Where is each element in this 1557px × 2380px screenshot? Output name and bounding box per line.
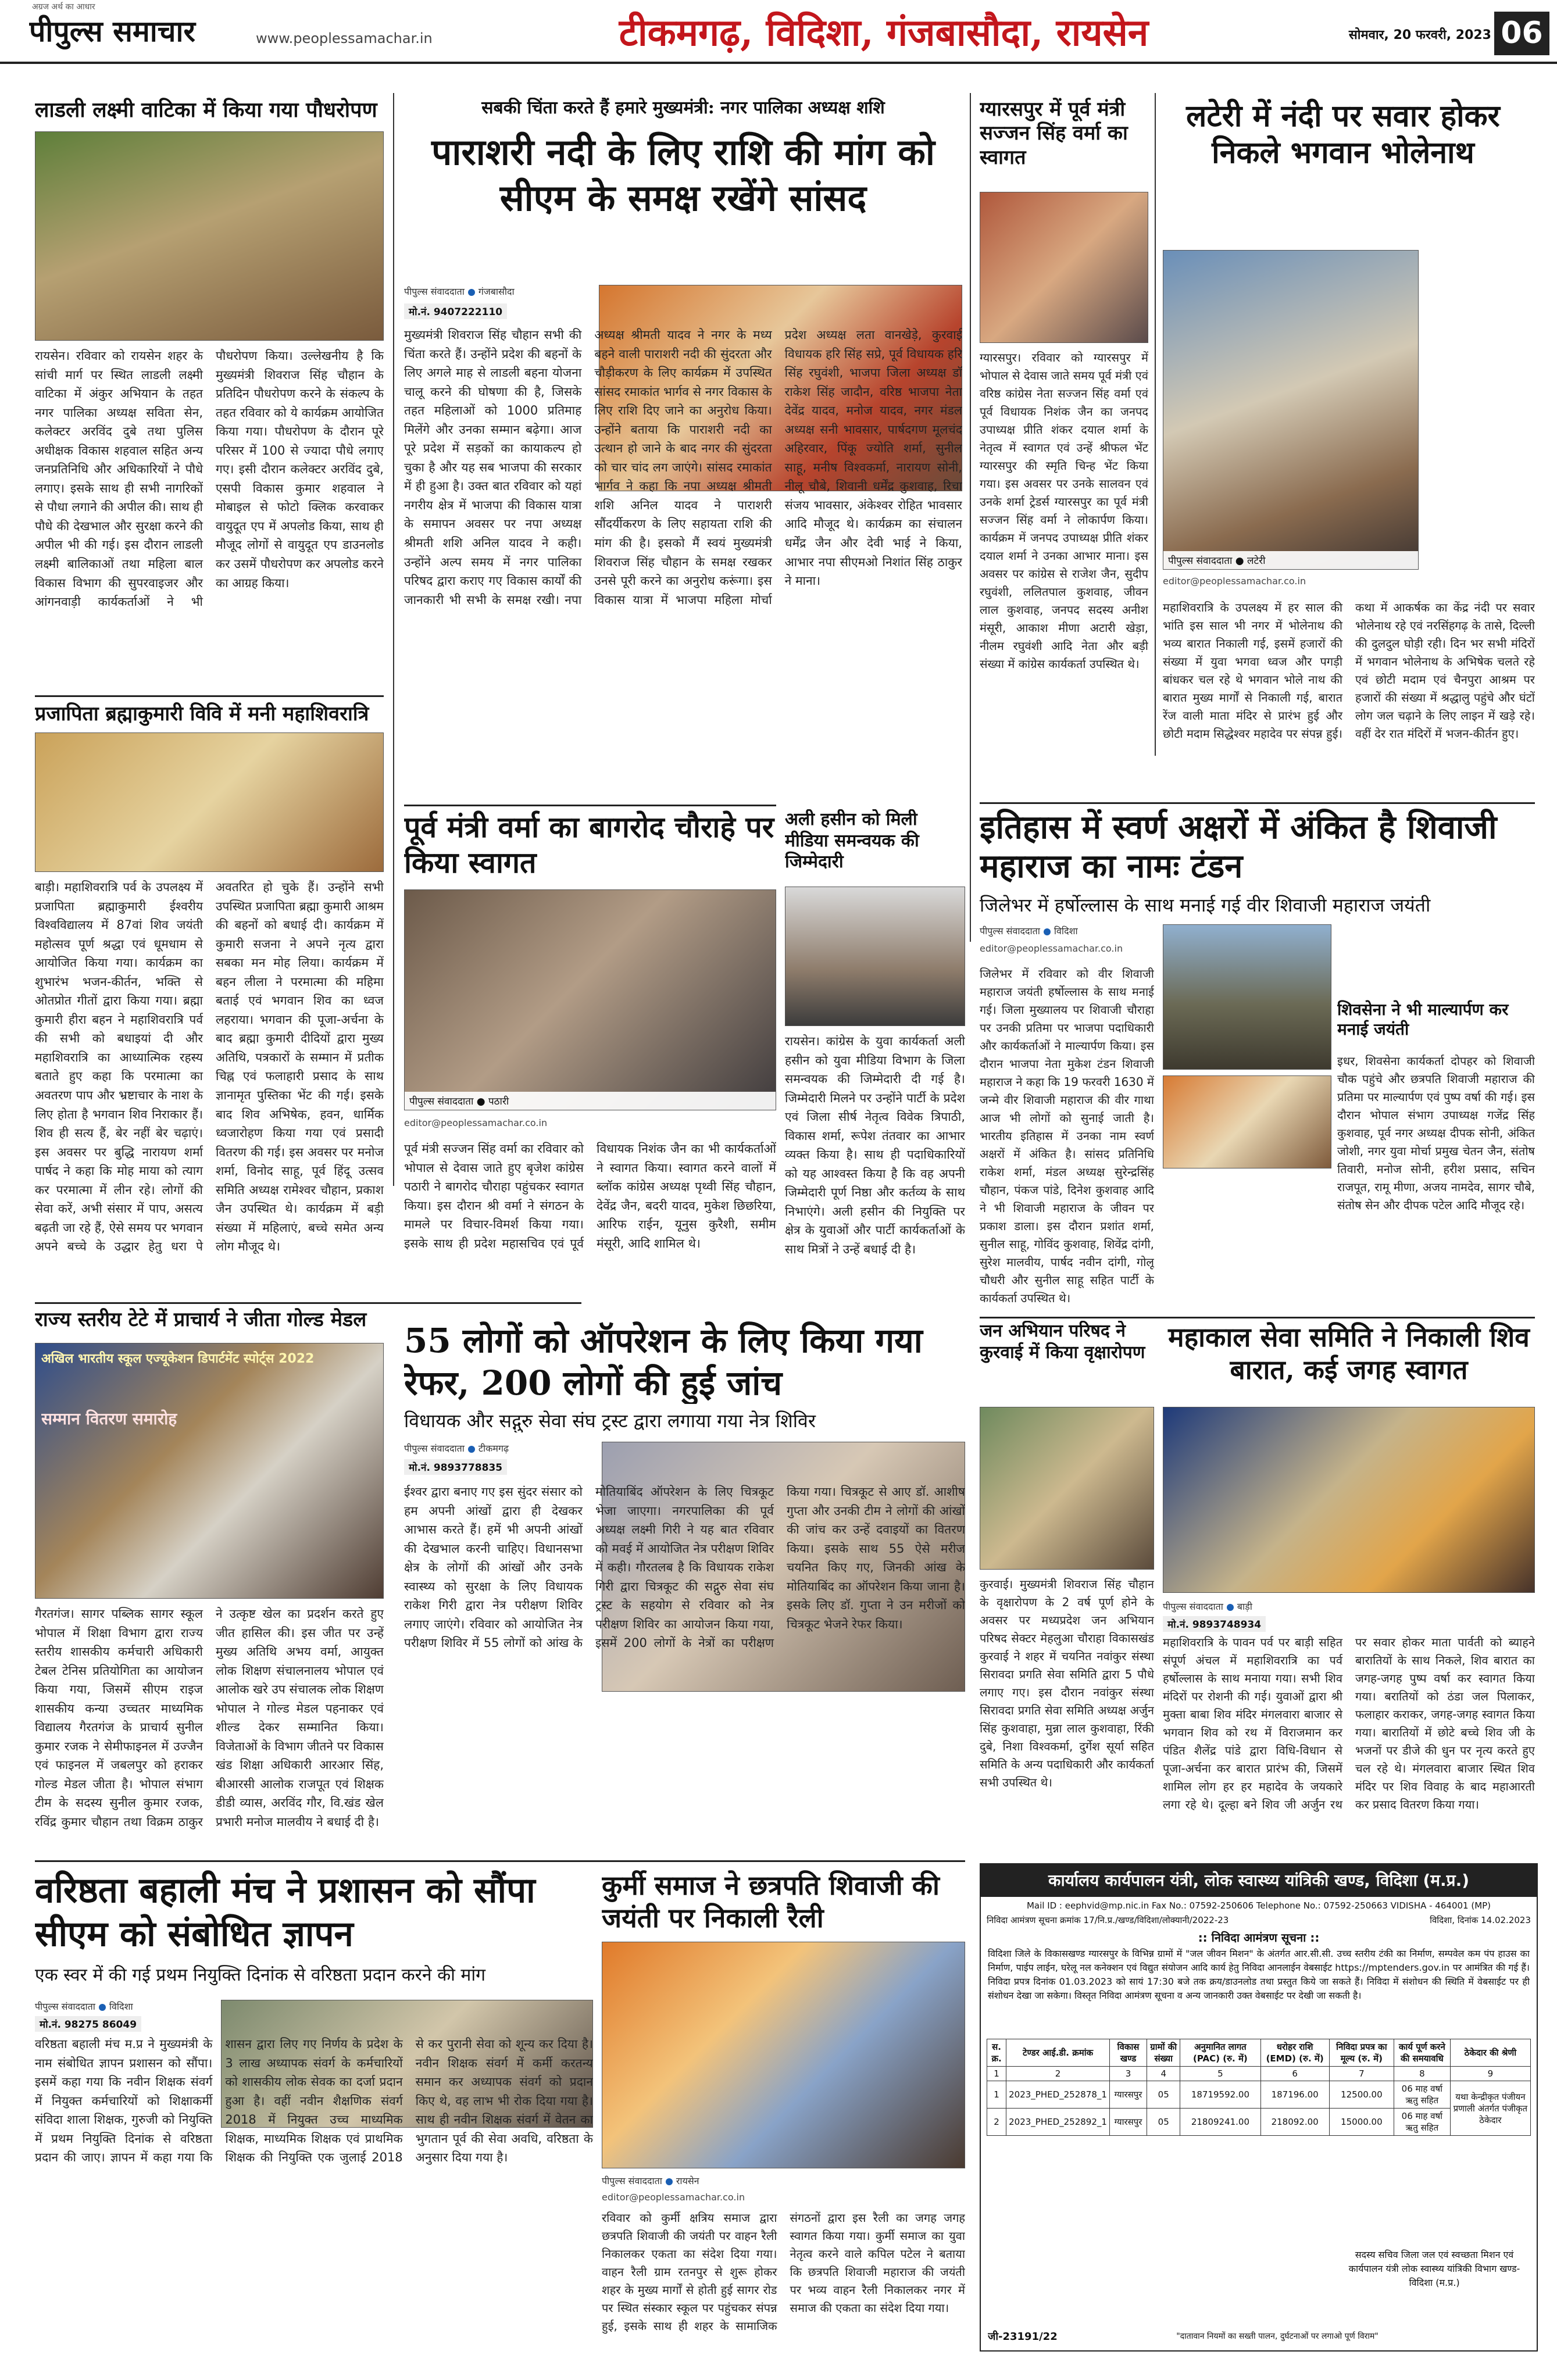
- article-body: महाशिवरात्रि के पावन पर्व पर बाड़ी सहित संपूर्ण अंचल में महाशिवरात्रि का पर्व हर्षोल्लास के साथ मनाया गया। सभी शिव मंदिरों पर रोशनी की गई। युवाओं द्वारा श्री मुक्ता बाबा शिव मंदिर मंगलवारा बाजार से भगवान शिव को रथ में विराजमान कर पंडित शैलेंद्र पांडे द्वारा विधि-विधान से पूजा-अर्चना कर बारात प्रारंभ की, जिसमें शामिल लोग हर हर महादेव के जयकारे लगा रहे थे। दूल्हा बने शिव जी अर्जुन रथ पर सवार होकर माता पार्वती को ब्याहने बारातियों के साथ निकले, शिव बारात का जगह-जगह पुष्प वर्षा कर स्वागत किया गया। बरातियों को ठंडा जल पिलाकर, फलाहार कराकर, जगह-जगह स्वागत किया गया। बारातियों में छोटे बच्चे शिव जी के भजनों पर डीजे की धुन पर नृत्य करते हुए चल रहे थे। मंगलवारा बाजार स्थित शिव मंदिर पर शिव विवाह के बाद महाआरती कर प्रसाद वितरण किया गया।: [1163, 1635, 1535, 1811]
- article-body: मुख्यमंत्री शिवराज सिंह चौहान सभी की चिंता करते हैं। उन्होंने प्रदेश की बहनों के लिए अगले माह से लाडली बहना योजना चालू करने की घोषणा की है, जिसके तहत महिलाओं को 1000 प्रतिमाह मिलेंगे और उनका सम्मान बढ़ेगा। आज पूरे प्रदेश में सड़कों का कायाकल्प हो चुका है और यह सब भाजपा की सरकार में ही हुआ है। उक्त बात रविवार को यहां नगरीय क्षेत्र में भाजपा की विकास यात्रा के समापन अवसर पर नपा अध्यक्ष श्रीमती शशि अनिल यादव ने कही। उन्होंने अल्प समय में नगर पालिका परिषद द्वारा कराए गए विकास कार्यों की जानकारी भी सभी के समक्ष रखी। नपा अध्यक्ष श्रीमती यादव ने नगर के मध्य बहने वाली पाराशरी नदी की सुंदरता और चौड़ीकरण के लिए कार्यक्रम में उपस्थित सांसद रमाकांत भार्गव से नगर विकास के लिए राशि दिए जाने का अनुरोध किया। उन्होंने बताया कि पाराशरी नदी का उत्थान हो जाने के बाद नगर की सुंदरता को चार चांद लग जाएंगे। सांसद रमाकांत भार्गव ने कहा कि नपा अध्यक्ष श्रीमती शशि अनिल यादव ने पाराशरी सौंदर्यीकरण के लिए सहायता राशि की मांग की है। इसको मैं स्वयं मुख्यमंत्री शिवराज सिंह चौहान के समक्ष रखकर उनसे पूरी करने का अनुरोध करूंगा। इस विकास यात्रा में भाजपा महिला मोर्चा प्रदेश अध्यक्ष लता वानखेड़े, कुरवाई विधायक हरि सिंह सप्रे, पूर्व विधायक हरि सिंह रघुवंशी, भाजपा जिला अध्यक्ष डॉ राकेश सिंह जादौन, वरिष्ठ भाजपा नेता देवेंद्र यादव, मनोज यादव, नगर मंडल अध्यक्ष सनी भावसार, पार्षदगण मूलचंद अहिरवार, पिंकू ज्योति शर्मा, सुनील साहू, मनीष विश्वकर्मा, नारायण सोनी, नीलू चौबे, शिवानी धर्मेंद्र कुशवाह, रिचा संजय भावसार, अंकेश्वर रोहित भावसार आदि मौजूद थे। कार्यक्रम का संचालन धर्मेंद्र जैन और देवी भाई ने किया, आभार नपा सीएमओ निशांत सिंह ठाकुर ने माना।: [404, 328, 962, 607]
- article-body: गैरतगंज। सागर पब्लिक सागर स्कूल भोपाल में शिक्षा विभाग द्वारा राज्य स्तरीय शासकीय कर्मचारी अधिकारी टेबल टेनिस प्रतियोगिता का आयोजन किया गया, जिसमें सीएम राइज शासकीय कन्या उच्चतर माध्यमिक विद्यालय गैरतगंज के प्राचार्य सुनील कुमार रजक ने सेमीफाइनल में उज्जैन एवं फाइनल में जबलपुर को हराकर गोल्ड मेडल जीता है। भोपाल संभाग टीम के सदस्य सुनील कुमार रजक, रविंद्र कुमार चौहान तथा विक्रम ठाकुर ने उत्कृष्ट खेल का प्रदर्शन करते हुए जीत हासिल की। इस जीत पर उन्हें मुख्य अतिथि अभय वर्मा, आयुक्त लोक शिक्षण संचालनालय भोपाल एवं आलोक खरे उप संचालक लोक शिक्षण भोपाल ने गोल्ड मेडल पहनाकर एवं शील्ड देकर सम्मानित किया। विजेताओं के विभाग जीतने पर विकास खंड शिक्षा अधिकारी आरआर सिंह, बीआरसी आलोक राजपूत एवं शिक्षक डीडी व्यास, अरविंद गौर, वि.खंड खेल प्रभारी मनोज मालवीय ने बधाई दी है।: [35, 1607, 384, 1829]
- issue-date: सोमवार, 20 फरवरी, 2023: [1348, 28, 1491, 42]
- byline: पीपुल्स संवाददाता बाड़ी मो.नं. 9893748934: [1163, 1600, 1337, 1632]
- news-photo: [980, 1407, 1154, 1570]
- tender-notice-title: :: निविदा आमंत्रण सूचना ::: [1198, 1931, 1320, 1945]
- section-rule: [35, 695, 384, 697]
- page-number: 06: [1494, 12, 1549, 55]
- column-header: निविदा प्रपत्र का मूल्य (रु. में): [1329, 2039, 1394, 2067]
- table-cell: 21809241.00: [1180, 2109, 1260, 2136]
- news-photo: [1163, 1075, 1331, 1168]
- byline: पीपुल्स संवाददाता विदिशा मो.नं. 98275 86049: [35, 2000, 209, 2032]
- subheadline: शिवसेना ने भी माल्यार्पण कर मनाई जयंती: [1337, 1000, 1509, 1039]
- headline: महाकाल सेवा समिति ने निकाली शिव बारात, कई जगह स्वागत: [1168, 1321, 1530, 1386]
- headline: ग्यारसपुर में पूर्व मंत्री सज्जन सिंह वर्मा का स्वागत: [980, 98, 1128, 169]
- column-number: 2: [1006, 2067, 1110, 2081]
- column-number: 5: [1180, 2067, 1260, 2081]
- section-rule: [980, 1317, 1535, 1318]
- headline: वरिष्ठता बहाली मंच ने प्रशासन को सौंपा सीएम को संबोधित ज्ञापन: [35, 1870, 535, 1954]
- photo-caption: पीपुल्स संवाददाता ● पठारी: [405, 1092, 776, 1110]
- headline: जन अभियान परिषद ने कुरवाई में किया वृक्षारोपण: [980, 1321, 1145, 1363]
- tender-code: जी-23191/22: [988, 2331, 1058, 2343]
- tender-header: कार्यालय कार्यपालन यंत्री, लोक स्वास्थ्य यांत्रिकी खण्ड, विदिशा (म.प्र.): [981, 1864, 1537, 1897]
- column-header: कार्य पूर्ण करने की समयावधि: [1394, 2039, 1450, 2067]
- mobile-number: मो.नं. 9893778835: [404, 1459, 507, 1475]
- headline: कुर्मी समाज ने छत्रपति शिवाजी की जयंती पर निकाली रैली: [602, 1870, 940, 1934]
- table-cell: 05: [1147, 2081, 1180, 2109]
- tender-signature: सदस्य सचिव जिला जल एवं स्वच्छता मिशन एवं कार्यपालन यंत्री लोक स्वास्थ्य यांत्रिकी विभाग खण्ड-विदिशा (म.प्र.): [1348, 2249, 1520, 2288]
- column-header: टेण्डर आई.डी. क्रमांक: [1006, 2039, 1110, 2067]
- article-body: ग्यारसपुर। रविवार को ग्यारसपुर में भोपाल से देवास जाते समय पूर्व मंत्री एवं वरिष्ठ कांग्रेस नेता सज्जन सिंह वर्मा एवं पूर्व विधायक निशंक जैन का जनपद उपाध्यक्ष प्रीति शंकर दयाल शर्मा के नेतृत्व में स्वागत एवं उन्हें श्रीफल भेंट ग्यारसपुर की स्मृति चिन्ह भेंट किया गया। इस अवसर पर उनके सालवन एवं उनके शर्मा ट्रेडर्स ग्यारसपुर का पूर्व मंत्री सज्जन सिंह वर्मा ने लोकार्पण किया। कार्यक्रम में जनपद उपाध्यक्ष प्रीति शंकर दयाल शर्मा ने उनका आभार माना। इस अवसर पर कांग्रेस से राजेश जैन, सुदीप रघुवंशी, ललितपाल कुशवाह, जीवन लाल कुशवाह, जनपद सदस्य अनीश मंसूरी, आकाश मीणा अटारी खेड़ा, नीलम रघुवंशी आदि नेता और बड़ी संख्या में कांग्रेस कार्यकर्ता उपस्थित थे।: [980, 351, 1148, 671]
- column-number: 1: [987, 2067, 1006, 2081]
- article-body: रायसेन। रविवार को रायसेन शहर के सांची मार्ग पर स्थित लाडली लक्ष्मी वाटिका में अंकुर अभियान के तहत नगर पालिका अध्यक्ष सविता सेन, कलेक्टर अरविंद दुबे तथा पुलिस अधीक्षक विकास शहवाल सहित अन्य जनप्रतिनिधि और अधिकारियों ने पौधे लगाए। इसके साथ ही सभी नागरिकों से पौधा लगाने की अपील की। साथ ही पौधे की देखभाल और सुरक्षा करने की अपील भी की गई। इस दौरान लाडली लक्ष्मी बालिकाओं तथा महिला बाल विकास विभाग की सुपरवाइजर और आंगनवाड़ी कार्यकर्ताओं ने भी पौधरोपण किया। उल्लेखनीय है कि मुख्यमंत्री शिवराज सिंह चौहान के प्रतिदिन पौधरोपण करने के संकल्प के तहत रविवार को ये कार्यक्रम आयोजित किया गया। पौधरोपण के दौरान पूरे परिसर में 100 से ज्यादा पौधे लगाए गए। इसी दौरान कलेक्टर अरविंद दुबे, एसपी विकास कुमार शहवाल ने मोबाइल से फोटो क्लिक करवाकर वायुदूत एप में अपलोड किया, साथ ही मौजूद लोगों से वायुदूत एप डाउनलोड कर उसमें पौधरोपण कर अपलोड करने का आग्रह किया।: [35, 349, 384, 609]
- table-header-row: [987, 2039, 1531, 2067]
- section-rule: [980, 802, 1535, 804]
- photo-caption: पीपुल्स संवाददाता ● लटेरी: [1163, 551, 1418, 569]
- mobile-number: मो.नं. 98275 86049: [35, 2016, 141, 2032]
- table-cell: 05: [1147, 2109, 1180, 2136]
- rally-photo: [602, 1942, 965, 2168]
- news-photo: [1163, 250, 1419, 570]
- divider: [970, 93, 971, 942]
- column-number: 6: [1260, 2067, 1329, 2081]
- tender-table: [987, 2039, 1531, 2136]
- banner-text: अखिल भारतीय स्कूल एज्यूकेशन डिपार्टमेंट स्पोर्ट्स 2022: [41, 1352, 315, 1366]
- column-header: ग्रामों की संख्या: [1147, 2039, 1180, 2067]
- column-header: अनुमानित लागत (PAC) (रु. में): [1180, 2039, 1260, 2067]
- mobile-number: मो.नं. 9893748934: [1163, 1616, 1266, 1632]
- headline: इतिहास में स्वर्ण अक्षरों में अंकित है शिवाजी महाराज का नामः टंडन: [980, 808, 1497, 886]
- table-cell: 187196.00: [1260, 2081, 1329, 2109]
- news-photo: [980, 192, 1148, 343]
- email-line[interactable]: editor@peoplessamachar.co.in: [404, 1117, 548, 1128]
- logo-tagline: अग्रज अर्थ का आधार: [32, 2, 95, 12]
- byline: पीपुल्स संवाददाता रायसेन: [602, 2175, 699, 2186]
- section-title: टीकमगढ़, विदिशा, गंजबासौदा, रायसेन: [619, 11, 1149, 55]
- column-number: 3: [1109, 2067, 1147, 2081]
- column-number: 7: [1329, 2067, 1394, 2081]
- table-cell: 15000.00: [1329, 2109, 1394, 2136]
- headline: राज्य स्तरीय टेटे में प्राचार्य ने जीता गोल्ड मेडल: [35, 1308, 367, 1331]
- table-cell: 18719592.00: [1180, 2081, 1260, 2109]
- column-header: विकास खण्ड: [1109, 2039, 1147, 2067]
- divider: [393, 93, 394, 1186]
- newspaper-logo[interactable]: पीपुल्स समाचार: [29, 14, 195, 48]
- table-cell: यथा केन्द्रीकृत पंजीयन प्रणाली अंतर्गत पंजीकृत ठेकेदार: [1450, 2081, 1530, 2136]
- column-header: धरोहर राशि (EMD) (रु. में): [1260, 2039, 1329, 2067]
- column-number: 9: [1450, 2067, 1530, 2081]
- column-header: ठेकेदार की श्रेणी: [1450, 2039, 1530, 2067]
- article-body: इधर, शिवसेना कार्यकर्ता दोपहर को शिवाजी चौक पहुंचे और छत्रपति शिवाजी महाराज की प्रतिमा पर माल्यार्पण एवं पुष्प वर्षा की गई। इस दौरान भोपाल संभाग उपाध्यक्ष गजेंद्र सिंह कुशवाह, पूर्व नगर अध्यक्ष दीपक सोनी, अंकित जोशी, नगर युवा मोर्चा प्रमुख चेतन जैन, संतोष तिवारी, मनोज सोनी, हरीश प्रसाद, सचिन राजपूत, रामू मीणा, अजय नामदेव, सागर चौबे, संतोष सेन और दीपक पटेल आदि मौजूद रहे।: [1337, 1054, 1535, 1212]
- tender-slogan: "दातावान नियमों का सख्ती पालन, दुर्घटनाओं पर लगाओ पूर्ण विराम": [1176, 2332, 1379, 2341]
- table-row: [987, 2109, 1531, 2136]
- tender-ref: निविदा आमंत्रण सूचना क्रमांक 17/नि.प्र./खण्ड/विदिशा/लोक्यानी/2022-23: [987, 1915, 1229, 1925]
- table-cell: 218092.00: [1260, 2109, 1329, 2136]
- byline: पीपुल्स संवाददाता गंजबासौदा मो.नं. 9407222110: [404, 286, 515, 318]
- masthead: [0, 0, 1557, 64]
- headline: पाराशरी नदी के लिए राशि की मांग को सीएम के समक्ष रखेंगे सांसद: [431, 131, 935, 220]
- article-body: कुरवाई। मुख्यमंत्री शिवराज सिंह चौहान के वृक्षारोपण के 2 वर्ष पूर्ण होने के अवसर पर मध्यप्रदेश जन अभियान परिषद सेक्टर मेहलुआ चौराहा विकासखंड कुरवाई ने शहर में चयनित नवांकुर संस्था सिरावदा प्रगति सेवा समिति द्वारा 5 पौधे लगाए गए। इस दौरान नवांकुर संस्था सिरावदा प्रगति सेवा समिति अध्यक्ष अर्जुन सिंह कुशवाहा, मुन्ना लाल कुशवाहा, रिंकी दुबे, निशा विश्वकर्मा, दुर्गेश सूर्या सहित समिति के अन्य पदाधिकारी और कार्यकर्ता सभी उपस्थित थे।: [980, 1577, 1154, 1789]
- table-cell: 2023_PHED_252892_1: [1006, 2109, 1110, 2136]
- table-cell: 1: [987, 2081, 1006, 2109]
- table-cell: 06 माह वर्षा ऋतु सहित: [1394, 2081, 1450, 2109]
- section-rule: [404, 805, 776, 806]
- table-cell: ग्यारसपुर: [1109, 2109, 1147, 2136]
- table-number-row: [987, 2067, 1531, 2081]
- mobile-number: मो.नं. 9407222110: [404, 303, 507, 319]
- tender-notice-body: विदिशा जिले के विकासखण्ड ग्यारसपुर के विभिन्न ग्रामों में "जल जीवन मिशन" के अंतर्गत आर.सी.सी. उच्च स्तरीय टंकी का निर्माण, सम्पवेल कम पंप हाउस का निर्माण, पाईप लाईन, घरेलू नल कनेक्शन एवं विद्युत संयोजन आदि कार्य हेतु निविदा आनलाईन वेबसाईट https://mptenders.gov.in पर आमंत्रित की गई हैं। निविदा प्रपत्र दिनांक 01.03.2023 को सायं 17:30 बजे तक क्रय/डाउनलोड तथा प्रस्तुत किये जा सकते हैं। निविदा में संशोधन की स्थिति में वेबसाईट पर ही संशोधन देखा जा सकेगा। विस्तृत निविदा आमंत्रण सूचना व अन्य जानकारी उक्त वेबसाईट पर देखी जा सकती है।: [988, 1948, 1530, 2001]
- article-body: ईश्वर द्वारा बनाए गए इस सुंदर संसार को हम अपनी आंखों द्वारा ही देखकर आभास करते हैं। हमें भी अपनी आंखों की देखभाल करनी चाहिए। विधानसभा क्षेत्र के लोगों की आंखों और उनके स्वास्थ्य को सुरक्षा के लिए विधायक राकेश गिरी द्वारा नेत्र परीक्षण शिविर लगाए जाएंगे। रविवार को आयोजित नेत्र परीक्षण शिविर में 55 लोगों को आंख के मोतियाबिंद ऑपरेशन के लिए चित्रकूट भेजा जाएगा। नगरपालिका की पूर्व अध्यक्ष लक्ष्मी गिरी ने यह बात रविवार को मवई में आयोजित नेत्र परीक्षण शिविर में कही। गौरतलब है कि विधायक राकेश गिरी द्वारा चित्रकूट की सद्गुरु सेवा संघ ट्रस्ट के सहयोग से रविवार को नेत्र परीक्षण शिविर का आयोजन किया गया, इसमें 200 लोगों के नेत्रों का परीक्षण किया गया। चित्रकूट से आए डॉ. आशीष गुप्ता और उनकी टीम ने लोगों की आंखों की जांच कर उन्हें दवाइयों का वितरण किया। इसके साथ 55 ऐसे मरीज चयनित किए गए, जिनकी आंख के मोतियाबिंद का ऑपरेशन किया जाना है। इसके लिए डॉ. गुप्ता ने उन मरीजों को चित्रकूट भेजने रेफर किया।: [404, 1485, 965, 1650]
- statue-photo: [1163, 924, 1331, 1070]
- article-body: जिलेभर में रविवार को वीर शिवाजी महाराज जयंती हर्षोल्लास के साथ मनाई गई। जिला मुख्यालय पर शिवाजी चौराहा पर उनकी प्रतिमा पर भाजपा पदाधिकारी और कार्यकर्ताओं ने माल्यार्पण किया। इस दौरान भाजपा नेता मुकेश टंडन शिवाजी महाराज ने कहा कि 19 फरवरी 1630 में जन्मे वीर शिवाजी महाराज की वीर गाथा आज भी लोगों को सुनाई जाती है। भारतीय इतिहास में उनका नाम स्वर्ण अक्षरों में अंकित है। सांसद प्रतिनिधि राकेश शर्मा, मंडल अध्यक्ष सुरेन्द्रसिंह चौहान, पंकज पांडे, दिनेश कुशवाह आदि ने भी शिवाजी महाराज के जीवन पर प्रकाश डाला। इस दौरान प्रशांत शर्मा, सुनील साहू, गोविंद कुशवाह, शिवेंद्र दांगी, सुरेश मालवीय, पार्षद नवीन दांगी, गोलू चौधरी और सुनील साहू सहित पार्टी के कार्यकर्ता उपस्थित थे।: [980, 967, 1154, 1305]
- headline: लाडली लक्ष्मी वाटिका में किया गया पौधरोपण: [35, 98, 377, 122]
- tender-notice: [980, 1863, 1538, 2352]
- table-row: [987, 2081, 1531, 2109]
- article-body: रायसेन। कांग्रेस के युवा कार्यकर्ता अली हसीन को युवा मीडिया विभाग के जिला समन्वयक की जिम्मेदारी दी गई है। जिम्मेदारी मिलने पर उन्होंने पार्टी के प्रदेश एवं जिला सीर्ष नेतृत्व विवेक त्रिपाठी, विकास शर्मा, रूपेश तंतवार का आभार व्यक्त किया है। साथ ही पदाधिकारियों को यह आश्वस्त किया है कि वह अपनी जिम्मेदारी पूर्ण निष्ठा और कर्तव्य के साथ निभाएंगे। अली हसीन की नियुक्ति पर क्षेत्र के युवाओं और पार्टी कार्यकर्ताओं के साथ मित्रों ने उन्हें बधाई दी है।: [785, 1034, 965, 1257]
- article-body: रविवार को कुर्मी क्षत्रिय समाज द्वारा छत्रपति शिवाजी की जयंती पर वाहन रैली निकालकर एकता का संदेश दिया गया। वाहन रैली ग्राम रतनपुर से शुरू होकर शहर के मुख्य मार्गों से होती हुई सागर रोड पर स्थित संस्कार स्कूल पर पहुंचकर संपन्न हुई, इसके साथ ही शहर के सामाजिक संगठनों द्वारा इस रैली का जगह जगह स्वागत किया गया। कुर्मी समाज का युवा नेतृत्व करने वाले कपिल पटेल ने बताया कि छत्रपति शिवाजी महाराज की जयंती पर भव्य वाहन रैली निकालकर नगर में समाज की एकता का संदेश दिया गया।: [602, 2211, 965, 2333]
- email-line[interactable]: editor@peoplessamachar.co.in: [980, 943, 1123, 954]
- table-cell: 2: [987, 2109, 1006, 2136]
- subheadline: विधायक और सद्गुरु सेवा संघ ट्रस्ट द्वारा लगाया गया नेत्र शिविर: [404, 1410, 816, 1432]
- tender-contact: Mail ID : eephvid@mp.nic.in Fax No.: 07592-250606 Telephone No.: 07592-250663 VIDISHA - 464001 (MP): [1026, 1900, 1491, 1911]
- subheadline: एक स्वर में की गई प्रथम नियुक्ति दिनांक से वरिष्ठता प्रदान करने की मांग: [35, 1965, 486, 1985]
- article-body: वरिष्ठता बहाली मंच म.प्र ने मुख्यमंत्री के नाम संबोधित ज्ञापन प्रशासन को सौंपा। इसमें कहा गया कि नवीन शिक्षक संवर्ग में नियुक्त कर्मचारियों को शिक्षाकर्मी संविदा शाला शिक्षक, गुरुजी को नियुक्ति में प्रथम नियुक्ति दिनांक से वरिष्ठता प्रदान की जाए। ज्ञापन में कहा गया कि शासन द्वारा लिए गए निर्णय के प्रदेश के 3 लाख अध्यापक संवर्ग के कर्मचारियों को शासकीय लोक सेवक का दर्जा प्रदान हुआ है। वहीं नवीन शैक्षणिक संवर्ग 2018 में नियुक्त उच्च माध्यमिक शिक्षक, माध्यमिक शिक्षक एवं प्राथमिक शिक्षक की नियुक्ति एक जुलाई 2018 से कर पुरानी सेवा को शून्य कर दिया है। नवीन शिक्षक संवर्ग में कर्मी करतन्य समान कर अध्यापक संवर्ग को प्रदान किए थे, वह लाभ भी रोक दिया गया है। साथ ही नवीन शिक्षक संवर्ग में वेतन का भुगतान पूर्व की सेवा अवधि, वरिष्ठता के अनुसार दिया गया है।: [35, 2037, 593, 2165]
- headline: लटेरी में नंदी पर सवार होकर निकले भगवान भोलेनाथ: [1186, 98, 1500, 171]
- headline: 55 लोगों को ऑपरेशन के लिए किया गया रेफर, 200 लोगों की हुई जांच: [404, 1321, 923, 1403]
- divider: [1155, 93, 1156, 756]
- table-cell: 2023_PHED_252878_1: [1006, 2081, 1110, 2109]
- headline: प्रजापिता ब्रह्माकुमारी विवि में मनी महाशिवरात्रि: [35, 702, 369, 726]
- article-body: महाशिवरात्रि के उपलक्ष्य में हर साल की भांति इस साल भी नगर में भोलेनाथ की भव्य बारात निकाली गई, इसमें हजारों की संख्या में युवा भगवा ध्वज और पगड़ी बांधकर चल रहे थे भगवान भोले नाथ की बारात मुख्य मार्गों से निकाली गई, बारात रेंज वाली माता मंदिर से प्रारंभ हुई और छोटी मदाम सिद्धेश्वर महादेव पर संपन्न हुई। कथा में आकर्षक का केंद्र नंदी पर सवार भोलेनाथ रहे एवं नरसिंहगढ़ के तासे, दिल्ली की दुलदुल घोड़ी रही। दिन भर सभी मंदिरों में भगवान भोलेनाथ के अभिषेक चलते रहे एवं छोटी मदाम एवं चैनपुरा आश्रम पर हजारों की संख्या में श्रद्धालु पहुंचे और घंटों लोग जल चढ़ाने के लिए लाइन में खड़े रहे। वहीं देर रात मंदिरों में भजन-कीर्तन हुए।: [1163, 601, 1535, 741]
- byline: पीपुल्स संवाददाता विदिशा: [980, 925, 1078, 937]
- article-body: बाड़ी। महाशिवरात्रि पर्व के उपलक्ष्य में प्रजापिता ब्रह्माकुमारी ईश्वरीय विश्वविद्यालय में 87वां शिव जयंती महोत्सव पूर्ण श्रद्धा एवं धूमधाम से आयोजित किया गया। कार्यक्रम का शुभारंभ भजन-कीर्तन, भक्ति से ओतप्रोत गीतों द्वारा किया गया। ब्रह्मा कुमारी हीरा बहन ने महाशिवरात्रि पर्व की सभी को बधाइयां दी और महाशिवरात्रि का आध्यात्मिक रहस्य बताते हुए कहा कि परमात्मा का अवतरण पाप और भ्रष्टाचार के नाश के लिए होता है भगवान शिव निराकार हैं। शिव ही सत्य हैं, बेर नहीं बेर चढ़ाएं। इस अवसर पर बुद्धि नारायण शर्मा पार्षद ने कहा कि मोह माया को त्याग कर परमात्मा में लीन रहे। लोगों की सेवा करें, अभी संसार में पाप, असत्य बढ़ती जा रहे हैं, ऐसे समय पर भगवान अपने बच्चे के उद्धार हेतु धरा पे अवतरित हो चुके हैं। उन्होंने सभी उपस्थित प्रजापिता ब्रह्मा कुमारी आश्रम की बहनों को बधाई दी। कार्यक्रम में कुमारी सजना ने अपने नृत्य द्वारा सबका मन मोह लिया। कार्यक्रम में बहन लीला ने परमात्मा की महिमा बताई एवं भगवान शिव का ध्वज लहराया। भगवान की पूजा-अर्चना के बाद ब्रह्मा कुमारी दीदियों द्वारा मुख्य अतिथि, पत्रकारों के सम्मान में प्रतीक चिह्न एवं फलाहारी प्रसाद के साथ ज्ञानामृत पुस्तिका भेंट की गई। इसके बाद शिव अभिषेक, हवन, धार्मिक ध्वजारोहण किया गया एवं प्रसादी वितरण की गई। इस अवसर पर मनोज शर्मा, विनोद साहू, पूर्व हिंदू उत्सव समिति अध्यक्ष रामेश्वर चौहान, प्रकाश जैन उपस्थित थे। कार्यक्रम में बड़ी संख्या में महिलाएं, बच्चे समेत अन्य लोग मौजूद थे।: [35, 880, 384, 1254]
- banner-text: सम्मान वितरण समारोह: [41, 1409, 177, 1428]
- column-number: 8: [1394, 2067, 1450, 2081]
- portrait-photo: [785, 887, 965, 1026]
- table-cell: ग्यारसपुर: [1109, 2081, 1147, 2109]
- news-photo: [404, 889, 776, 1110]
- table-cell: 12500.00: [1329, 2081, 1394, 2109]
- section-rule: [35, 1860, 965, 1862]
- column-header: स. क्र.: [987, 2039, 1006, 2067]
- event-photo: [35, 1343, 384, 1599]
- article-body: पूर्व मंत्री सज्जन सिंह वर्मा का रविवार को भोपाल से देवास जाते हुए बृजेश कांग्रेस पठारी ने बागरोद चौराहा पहुंचकर स्वागत किया। इस दौरान श्री वर्मा ने संगठन के मामले पर विचार-विमर्श किया गया। इसके साथ ही प्रदेश महासचिव एवं पूर्व विधायक निशंक जैन का भी कार्यकर्ताओं ने स्वागत किया। स्वागत करने वालों में ब्लॉक कांग्रेस अध्यक्ष पृथ्वी सिंह चौहान, देवेंद्र जैन, बदरी यादव, मुकेश छिछरिया, आरिफ राईन, यूनुस कुरैशी, समीम मंसूरी, आदि शामिल थे।: [404, 1142, 776, 1250]
- news-photo: [1163, 1407, 1535, 1593]
- table-cell: 06 माह वर्षा ऋतु सहित: [1394, 2109, 1450, 2136]
- subheadline: जिलेभर में हर्षोल्लास के साथ मनाई गई वीर शिवाजी महाराज जयंती: [980, 894, 1431, 916]
- email-line[interactable]: editor@peoplessamachar.co.in: [1163, 576, 1306, 587]
- byline: पीपुल्स संवाददाता टीकमगढ़ मो.नं. 9893778835: [404, 1443, 509, 1474]
- headline: पूर्व मंत्री वर्मा का बागरोद चौराहे पर किया स्वागत: [404, 810, 774, 880]
- site-url[interactable]: www.peoplessamachar.in: [256, 30, 433, 47]
- section-rule: [35, 1302, 581, 1304]
- news-photo: [35, 131, 384, 341]
- kicker: सबकी चिंता करते हैं हमारे मुख्यमंत्री: नगर पालिका अध्यक्ष शशि: [481, 98, 885, 118]
- news-photo: [35, 732, 384, 872]
- headline: अली हसीन को मिली मीडिया समन्वयक की जिम्मेदारी: [785, 809, 919, 873]
- tender-ref-date: विदिशा, दिनांक 14.02.2023: [1430, 1915, 1531, 1925]
- column-number: 4: [1147, 2067, 1180, 2081]
- email-line[interactable]: editor@peoplessamachar.co.in: [602, 2192, 745, 2203]
